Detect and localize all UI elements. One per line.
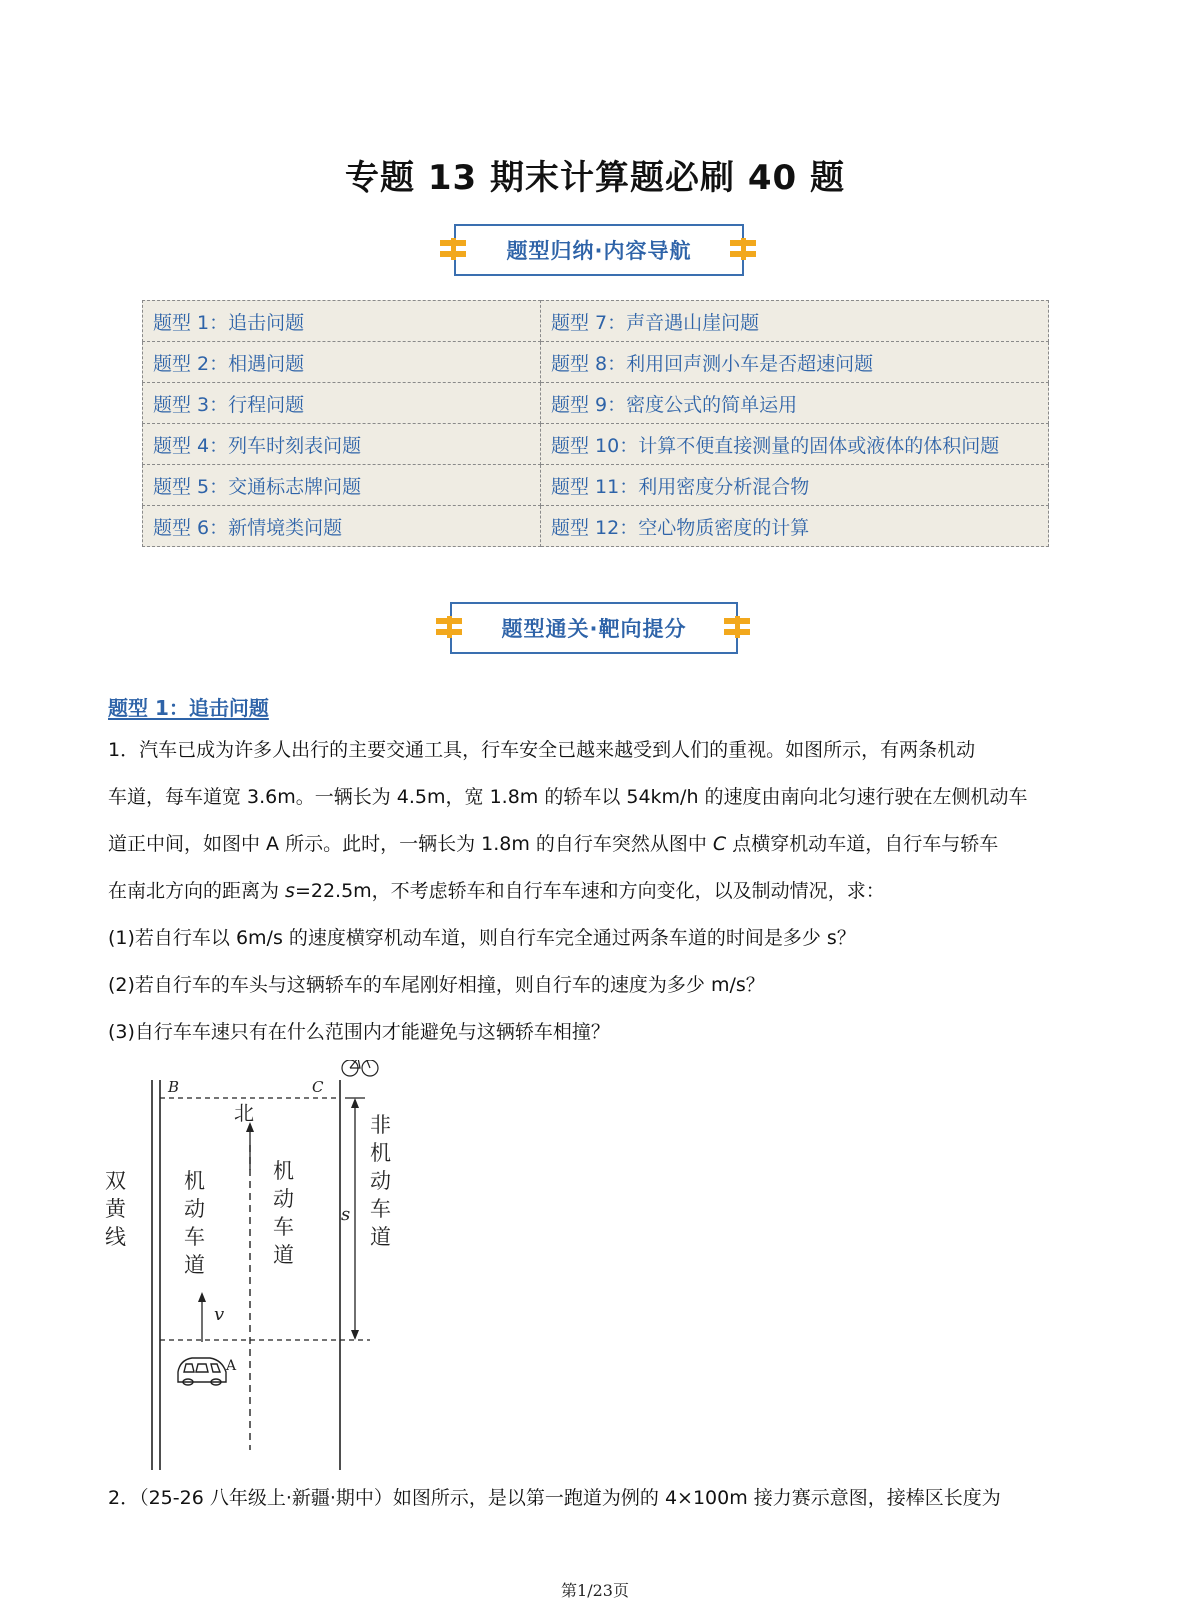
decor-left-icon (436, 616, 462, 638)
svg-text:机: 机 (273, 1159, 294, 1183)
q1-line2: 车道，每车道宽 3.6m。一辆长为 4.5m，宽 1.8m 的轿车以 54km/h 的速度由南向北匀速行驶在左侧机动车 (108, 786, 1028, 808)
label-v: v (214, 1304, 225, 1325)
q1-sub2: (2)若自行车的车头与这辆轿车的车尾刚好相撞，则自行车的速度为多少 m/s？ (108, 974, 765, 996)
svg-text:动: 动 (184, 1197, 205, 1221)
s-arrow-top (351, 1098, 359, 1108)
decor-right-icon (724, 616, 750, 638)
svg-text:非: 非 (370, 1113, 391, 1137)
q2-line1: 2．（25-26 八年级上·新疆·期中）如图所示，是以第一跑道为例的 4×100m 接力赛示意图，接棒区长度为 (108, 1487, 1001, 1509)
label-lane1 (184, 1169, 205, 1277)
nav-row (143, 506, 1049, 547)
svg-text:道: 道 (273, 1243, 294, 1267)
svg-text:动: 动 (273, 1187, 294, 1211)
svg-text:黄: 黄 (105, 1197, 126, 1221)
svg-text:道: 道 (184, 1253, 205, 1277)
page-number: 第1/23页 (561, 1581, 629, 1600)
q1-line4a: 在南北方向的距离为 (108, 880, 286, 902)
q1-line1: 1．汽车已成为许多人出行的主要交通工具，行车安全已越来越受到人们的重视。如图所示，有两条机动 (108, 739, 976, 761)
practice-banner-text: 题型通关·靶向提分 (501, 617, 687, 641)
q1-distance-s: s (285, 880, 295, 902)
nav-item[interactable]: 题型 10：计算不便直接测量的固体或液体的体积问题 (541, 424, 1049, 465)
car-icon (178, 1358, 226, 1385)
nav-item[interactable]: 题型 8：利用回声测小车是否超速问题 (541, 342, 1049, 383)
nav-item[interactable]: 题型 11：利用密度分析混合物 (541, 465, 1049, 506)
label-lane2 (273, 1159, 294, 1267)
label-non-motor (370, 1113, 391, 1249)
nav-item[interactable]: 题型 9：密度公式的简单运用 (541, 383, 1049, 424)
q1-point-c: C (712, 833, 727, 855)
svg-text:动: 动 (370, 1169, 391, 1193)
q1-sub3: (3)自行车车速只有在什么范围内才能避免与这辆轿车相撞？ (108, 1021, 610, 1043)
practice-banner (450, 602, 738, 654)
svg-text:道: 道 (370, 1225, 391, 1249)
nav-banner-text: 题型归纳·内容导航 (506, 239, 692, 263)
nav-banner (454, 224, 744, 276)
nav-item[interactable]: 题型 3：行程问题 (143, 383, 541, 424)
svg-text:车: 车 (184, 1225, 205, 1249)
nav-item[interactable]: 题型 12：空心物质密度的计算 (541, 506, 1049, 547)
q1-line3 (108, 832, 998, 856)
label-b: B (168, 1078, 180, 1096)
q1-line3b: 点横穿机动车道，自行车与轿车 (726, 833, 999, 855)
q1-line3a: 道正中间，如图中 A 所示。此时，一辆长为 1.8m 的自行车突然从图中 (108, 833, 713, 855)
svg-text:机: 机 (370, 1141, 391, 1165)
nav-item[interactable]: 题型 5：交通标志牌问题 (143, 465, 541, 506)
decor-left-icon (440, 238, 466, 260)
nav-row (143, 465, 1049, 506)
q1-line4 (108, 879, 885, 903)
label-a: A (226, 1358, 237, 1374)
nav-item[interactable]: 题型 4：列车时刻表问题 (143, 424, 541, 465)
svg-text:车: 车 (370, 1197, 391, 1221)
nav-item[interactable]: 题型 7：声音遇山崖问题 (541, 301, 1049, 342)
decor-right-icon (730, 238, 756, 260)
label-double-yellow (105, 1169, 127, 1249)
nav-row (143, 301, 1049, 342)
s-arrow-bottom (351, 1330, 359, 1340)
nav-row (143, 383, 1049, 424)
nav-item[interactable]: 题型 2：相遇问题 (143, 342, 541, 383)
nav-row (143, 424, 1049, 465)
q1-sub1: (1)若自行车以 6m/s 的速度横穿机动车道，则自行车完全通过两条车道的时间是多少 s？ (108, 927, 856, 949)
section-heading[interactable]: 题型 1：追击问题 (108, 696, 269, 720)
bicycle-icon (342, 1060, 378, 1076)
svg-text:双: 双 (105, 1169, 126, 1193)
q1-line4b: =22.5m，不考虑轿车和自行车车速和方向变化，以及制动情况，求： (294, 880, 885, 902)
nav-row (143, 342, 1049, 383)
nav-item[interactable]: 题型 6：新情境类问题 (143, 506, 541, 547)
nav-item[interactable]: 题型 1：追击问题 (143, 301, 541, 342)
road-diagram (100, 1060, 420, 1480)
page-title: 专题 13 期末计算题必刷 40 题 (345, 158, 845, 198)
nav-table (142, 300, 1049, 547)
svg-text:车: 车 (273, 1215, 294, 1239)
svg-text:机: 机 (184, 1169, 205, 1193)
v-arrow-head (198, 1292, 206, 1302)
label-north: 北 (234, 1101, 254, 1125)
label-c: C (312, 1078, 324, 1096)
svg-text:线: 线 (105, 1225, 126, 1249)
label-s: s (341, 1204, 351, 1225)
